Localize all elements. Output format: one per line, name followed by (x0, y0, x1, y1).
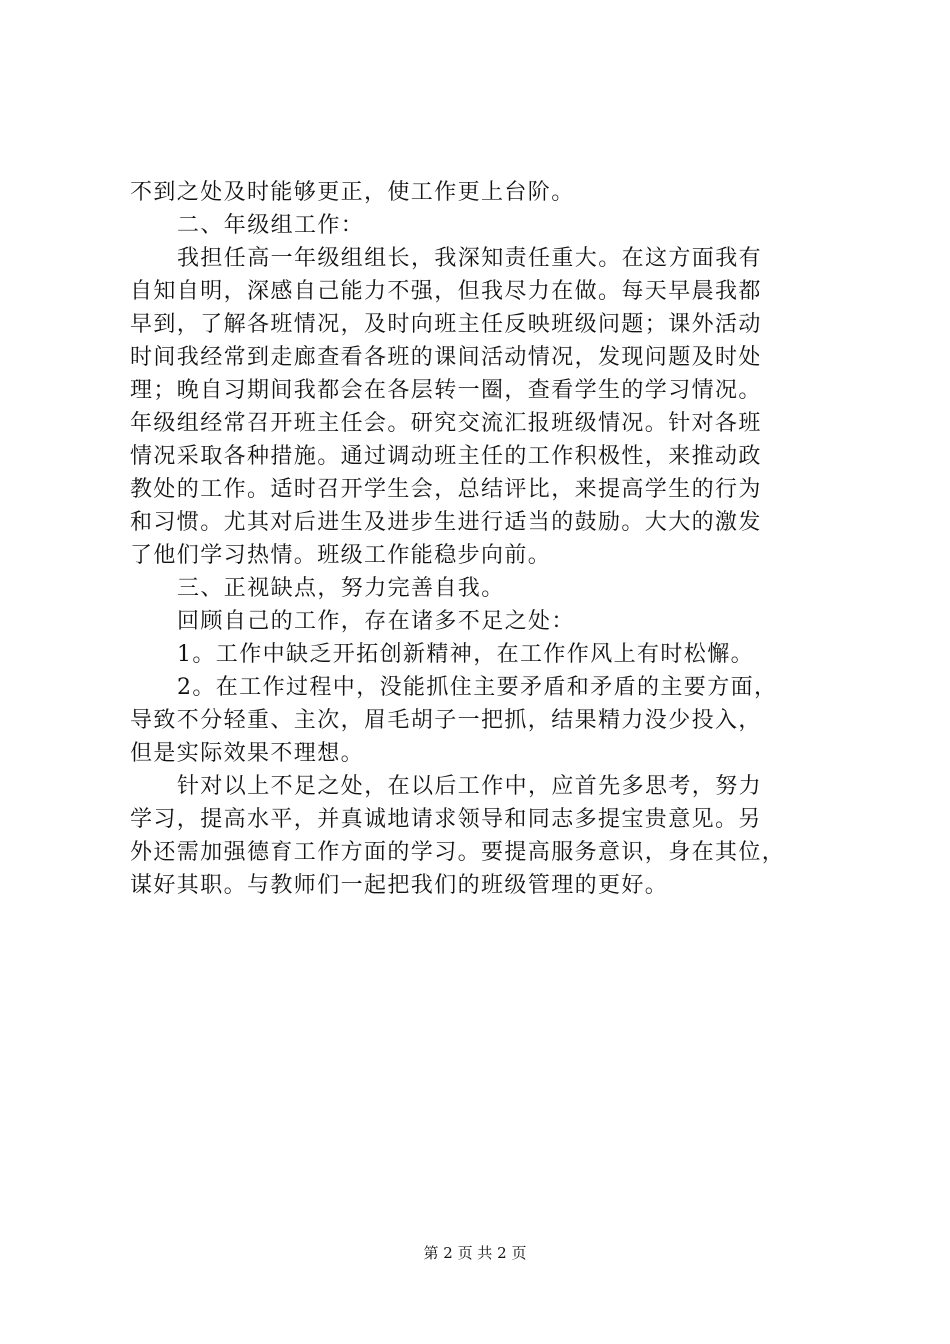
body-text-line: 回顾自己的工作，存在诸多不足之处： (177, 609, 575, 634)
body-text-line: 了他们学习热情。班级工作能稳步向前。 (130, 543, 552, 568)
body-text-line: 自知自明，深感自己能力不强，但我尽力在做。每天早晨我都 (130, 279, 762, 304)
body-text-line: 不到之处及时能够更正，使工作更上台阶。 (130, 180, 575, 205)
body-text-line: 年级组经常召开班主任会。研究交流汇报班级情况。针对各班 (130, 411, 762, 436)
body-text-line: 理；晚自习期间我都会在各层转一圈，查看学生的学习情况。 (130, 378, 762, 403)
body-text-line: 学习，提高水平，并真诚地请求领导和同志多提宝贵意见。另 (130, 807, 762, 832)
body-text-line: 针对以上不足之处，在以后工作中，应首先多思考，努力 (177, 774, 763, 799)
body-text-line: 早到，了解各班情况，及时向班主任反映班级问题；课外活动 (130, 312, 762, 337)
body-text-line: 教处的工作。适时召开学生会，总结评比，来提高学生的行为 (130, 477, 762, 502)
body-text-line: 我担任高一年级组组长，我深知责任重大。在这方面我有 (177, 246, 763, 271)
body-text-line: 二、年级组工作： (177, 213, 365, 238)
document-body (130, 176, 830, 902)
page-number-footer: 第 2 页 共 2 页 (423, 1244, 527, 1262)
body-text-line: 导致不分轻重、主次，眉毛胡子一把抓，结果精力没少投入， (130, 708, 762, 733)
body-text-line: 三、正视缺点，努力完善自我。 (177, 576, 505, 601)
body-text-line: 谋好其职。与教师们一起把我们的班级管理的更好。 (130, 873, 669, 898)
body-text-line: 外还需加强德育工作方面的学习。要提高服务意识，身在其位， (130, 840, 786, 865)
body-text-line: 和习惯。尤其对后进生及进步生进行适当的鼓励。大大的激发 (130, 510, 762, 535)
body-text-line: 但是实际效果不理想。 (130, 741, 365, 766)
body-text-line: 情况采取各种措施。通过调动班主任的工作积极性，来推动政 (130, 444, 762, 469)
body-text-line: 2。在工作过程中，没能抓住主要矛盾和矛盾的主要方面， (177, 675, 778, 700)
body-text-line: 时间我经常到走廊查看各班的课间活动情况，发现问题及时处 (130, 345, 762, 370)
body-text-line: 1。工作中缺乏开拓创新精神，在工作作风上有时松懈。 (177, 642, 754, 667)
